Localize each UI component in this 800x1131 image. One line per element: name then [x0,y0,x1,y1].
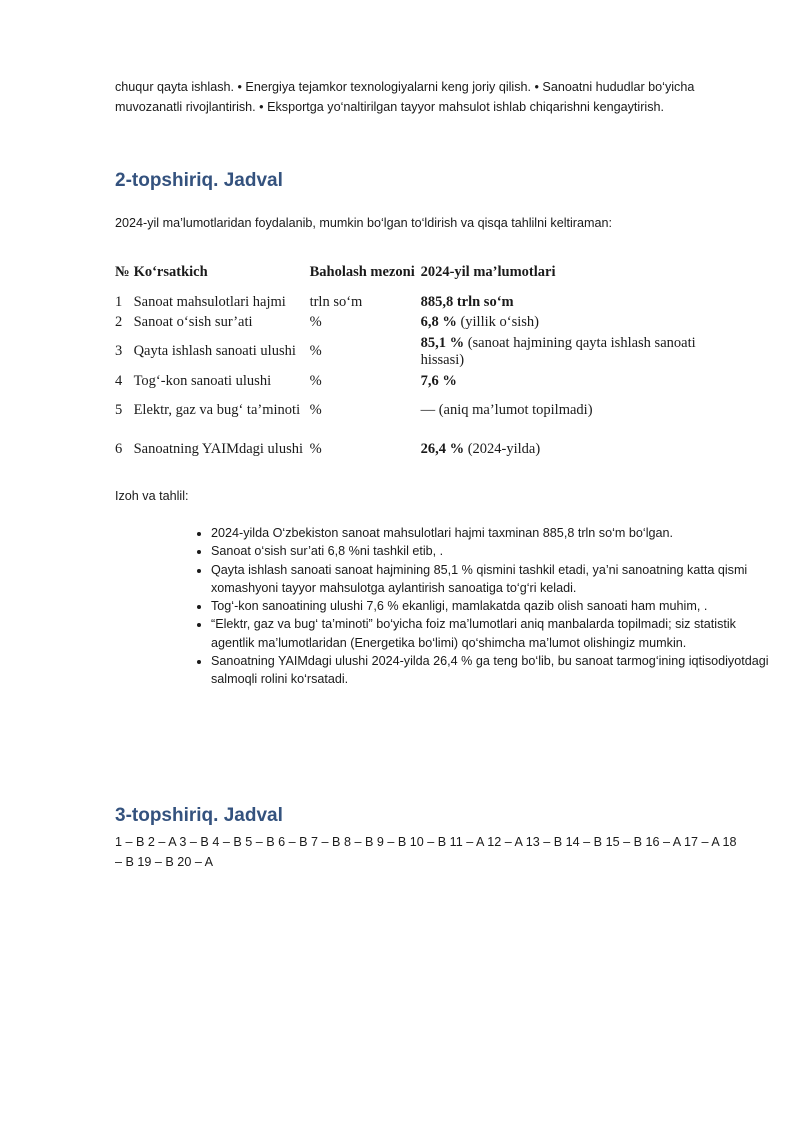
row-value [419,292,743,312]
row-no: 5 [115,402,123,418]
row-unit: % [309,343,322,359]
row-indicator: Tog‘-kon sanoati ulushi [133,372,272,389]
table-row [113,292,743,312]
row-unit: trln so‘m [309,293,363,310]
intro-paragraph: chuqur qayta ishlash. • Energiya tejamkor texnologiyalarni keng joriy qilish. • Sanoatni hududlar bo‘yicha muvozanatli rivojlantirish. • Eksportga yo‘naltirilgan tayyor mahsulot ishlab chiqarishni kengaytirish. [115,80,695,114]
row-value-note: — (aniq ma’lumot topilmadi) [420,402,593,418]
row-value [419,371,743,391]
row-unit: % [309,313,322,330]
row-indicator: Sanoat o‘sish sur’ati [133,313,253,330]
row-indicator: Sanoatning YAIMdagi ulushi [133,441,304,457]
list-item: • 2024-yilda O‘zbekiston sanoat mahsulotlari hajmi taxminan 885,8 trln so‘m bo‘lgan. [211,524,771,542]
header-criterion: Baholash mezoni [309,263,415,280]
row-no: 6 [115,441,123,457]
table-row [113,332,743,371]
indicators-table [113,252,743,469]
list-item: • Sanoat o‘sish sur’ati 6,8 %ni tashkil etib, . [211,542,771,560]
list-item: • Sanoatning YAIMdagi ulushi 2024-yilda 26,4 % ga teng bo‘lib, bu sanoat tarmog‘ining iqtisodiyotdagi salmoqli rolini ko‘rsatadi. [211,652,771,689]
row-value [419,332,743,371]
analysis-list [185,524,771,689]
row-no: 1 [115,293,123,310]
row-value [419,312,743,332]
row-indicator: Sanoat mahsulotlari hajmi [133,293,286,310]
row-no: 4 [115,372,123,389]
table-row [113,312,743,332]
row-no: 3 [115,343,123,359]
row-indicator: Qayta ishlash sanoati ulushi [133,343,296,359]
list-item: • Qayta ishlash sanoati sanoat hajmining 85,1 % qismini tashkil etadi, ya’ni sanoatning katta qismi xomashyoni tayyor mahsulotga aylantirish sanoatiga to‘g‘ri keladi. [211,561,771,598]
row-value-bold: 7,6 % [420,372,457,389]
header-2024-data: 2024-yil ma’lumotlari [420,263,556,280]
table-row [113,430,743,469]
row-value-bold: 885,8 trln so‘m [420,293,514,310]
task2-lead: 2024-yil ma’lumotlaridan foydalanib, mumkin bo‘lgan to‘ldirish va qisqa tahlilni keltiraman: [115,216,612,230]
list-item: • “Elektr, gaz va bug‘ ta’minoti” bo‘yicha foiz ma’lumotlari aniq manbalarda topilmadi; siz statistik agentlik ma’lumotlaridan (Energetika bo‘limi) qo‘shimcha ma’lumot olishingiz mumkin. [211,615,771,652]
row-value [419,391,743,430]
table-header-row [113,252,743,292]
task2-heading: 2-topshiriq. Jadval [115,170,283,191]
row-value-bold: 85,1 % [420,334,465,351]
row-value-note: (2024-yilda) [464,441,541,457]
row-value-bold: 26,4 % [420,441,465,457]
row-value [419,430,743,469]
table-row [113,371,743,391]
row-indicator: Elektr, gaz va bug‘ ta’minoti [133,402,301,418]
table-row [113,391,743,430]
header-indicator: Ko‘rsatkich [133,263,208,280]
row-value-note: (sanoat hajmining qayta ishlash sanoati hissasi) [420,334,696,368]
row-value-bold: 6,8 % [420,313,457,330]
row-unit: % [309,441,322,457]
row-unit: % [309,372,322,389]
row-unit: % [309,402,322,418]
note-label: Izoh va tahlil: [115,489,189,503]
task3-heading: 3-topshiriq. Jadval [115,805,283,826]
row-no: 2 [115,313,123,330]
row-value-note: (yillik o‘sish) [456,313,539,330]
header-no: № [115,263,130,280]
list-item: • Tog‘-kon sanoatining ulushi 7,6 % ekanligi, mamlakatda qazib olish sanoati ham muhim, . [211,597,771,615]
task3-answers: 1 – B 2 – A 3 – B 4 – B 5 – B 6 – B 7 – B 8 – B 9 – B 10 – B 11 – A 12 – A 13 – B 14 – B 15 – B 16 – A 17 – A 18 – B 19 – B 20 – A [115,835,737,869]
